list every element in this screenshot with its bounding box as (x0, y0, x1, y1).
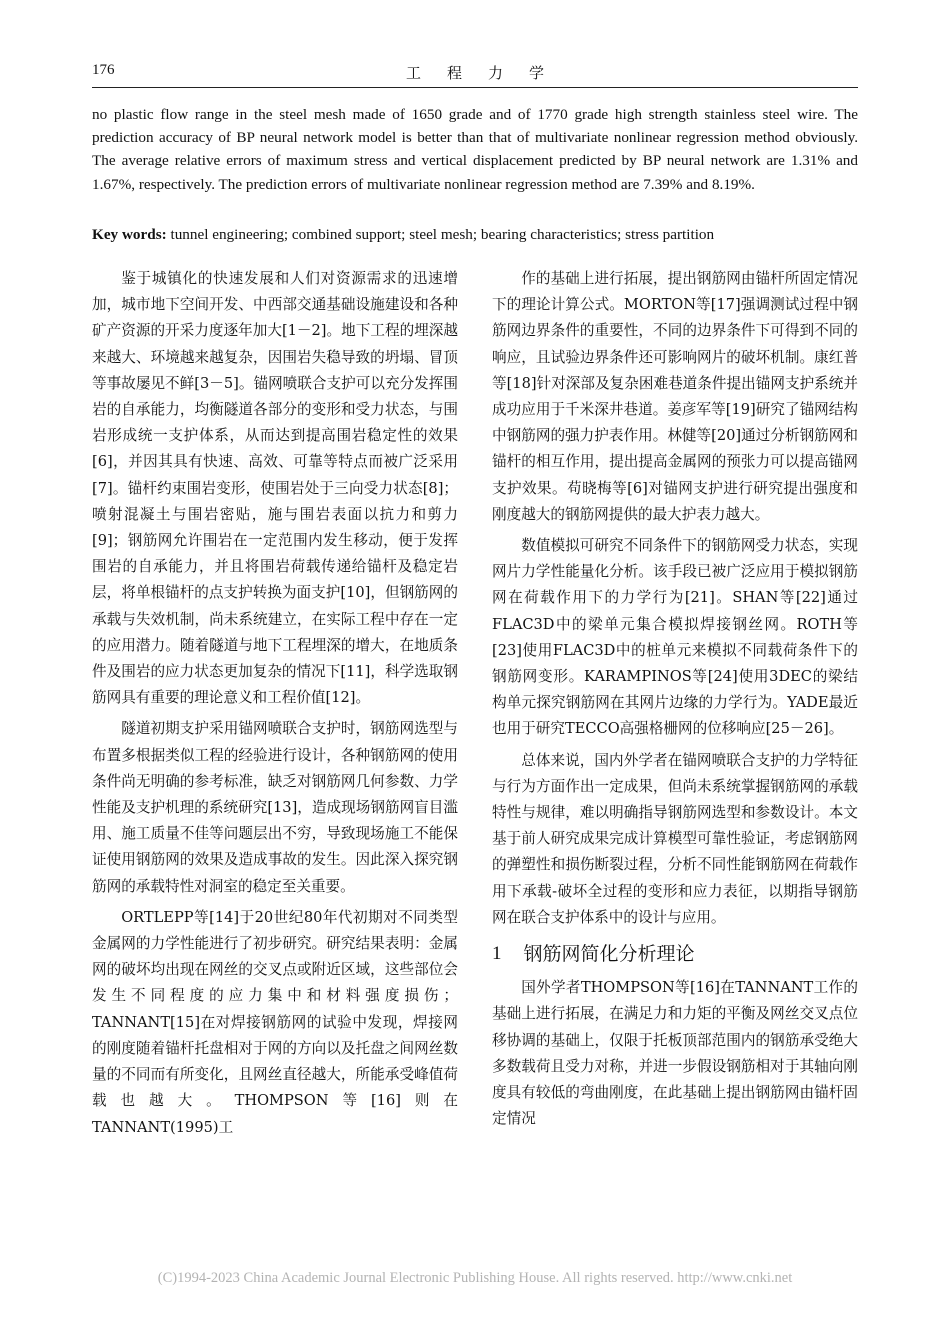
paragraph: 总体来说，国内外学者在锚网喷联合支护的力学特征与行为方面作出一定成果，但尚未系统掌握钢筋网的承载特性与规律，难以明确指导钢筋网选型和参数设计。本文基于前人研究成果完成计算模型可靠性验证，考虑钢筋网的弹塑性和损伤断裂过程，分析不同性能钢筋网在荷载作用下承载-破坏全过程的变形和应力表征，以期指导钢筋网在联合支护体系中的设计与应用。 (492, 751, 858, 926)
page-number: 176 (92, 62, 115, 78)
journal-title: 工程力学 (405, 64, 570, 82)
section-number: 1 (492, 943, 502, 965)
paragraph: 国外学者THOMPSON等[16]在TANNANT工作的基础上进行拓展，在满足力和力矩的平衡及网丝交叉点位移协调的基础上，仅限于托板顶部范围内的钢筋承受绝大多数载荷且受力对称，并进一步假设钢筋相对于其轴向刚度具有较低的弯曲刚度，在此基础上提出钢筋网由锚杆固定情况 (492, 979, 858, 1128)
keywords-text: tunnel engineering; combined support; steel mesh; bearing characteristics; stress partition (170, 226, 715, 243)
section-heading (492, 941, 858, 967)
page-header (92, 62, 858, 84)
paragraph: 隧道初期支护采用锚网喷联合支护时，钢筋网选型与布置多根据类似工程的经验进行设计，各种钢筋网的使用条件尚无明确的参考标准，缺乏对钢筋网几何参数、力学性能及支护机理的系统研究[13]，造成现场钢筋网盲目滥用、施工质量不佳等问题层出不穷，导致现场施工不能保证使用钢筋网的效果及造成事故的发生。因此深入探究钢筋网的承载特性对洞室的稳定至关重要。 (92, 720, 458, 895)
copyright-footer: (C)1994-2023 China Academic Journal Electronic Publishing House. All rights reserved. http://www.cnki.net (157, 1270, 793, 1286)
section-title: 钢筋网简化分析理论 (523, 943, 695, 966)
right-column (492, 266, 858, 1133)
left-column (92, 266, 458, 1141)
keywords (92, 226, 858, 244)
header-rule (92, 87, 858, 88)
keywords-label: Key words: (92, 226, 167, 243)
abstract-text: no plastic flow range in the steel mesh made of 1650 grade and of 1770 grade high strength stainless steel wire. The prediction accuracy of BP neural network model is better than that of multivariate nonlinear regression method obviously. The average relative errors of maximum stress and vertical displacement predicted by BP neural network are 1.31% and 1.67%, respectively. The prediction errors of multivariate nonlinear regression method are 7.39% and 8.19%. (92, 106, 858, 193)
paragraph: ORTLEPP等[14]于20世纪80年代初期对不同类型金属网的力学性能进行了初步研究。研究结果表明：金属网的破坏均出现在网丝的交叉点或附近区域，这些部位会发生不同程度的应力集中和材料强度损伤；TANNANT[15]在对焊接钢筋网的试验中发现，焊接网的刚度随着锚杆托盘相对于网的方向以及托盘之间网丝数量的不同而有所变化，且网丝直径越大，所能承受峰值荷载也越大。THOMPSON等[16]则在TANNANT(1995)工 (92, 908, 458, 1136)
paragraph: 鉴于城镇化的快速发展和人们对资源需求的迅速增加，城市地下空间开发、中西部交通基础设施建设和各种矿产资源的开采力度逐年加大[1－2]。地下工程的埋深越来越大、环境越来越复杂，因围岩失稳导致的坍塌、冒顶等事故屡见不鲜[3－5]。锚网喷联合支护可以充分发挥围岩的自承能力，均衡隧道各部分的变形和受力状态，与围岩形成统一支护体系，从而达到提高围岩稳定性的效果[6]，并因其具有快速、高效、可靠等特点而被广泛采用[7]。锚杆约束围岩变形，使围岩处于三向受力状态[8]；喷射混凝土与围岩密贴，施与围岩表面以抗力和剪力[9]；钢筋网允许围岩在一定范围内发生移动，便于发挥围岩的自承能力，并且将围岩荷载传递给锚杆及稳定岩层，将单根锚杆的点支护转换为面支护[10]，但钢筋网的承载与失效机制，尚未系统建立，在实际工程中存在一定的应用潜力。随着隧道与地下工程埋深的增大，在地质条件及围岩的应力状态更加复杂的情况下[11]，科学选取钢筋网具有重要的理论意义和工程价值[12]。 (92, 270, 458, 707)
paragraph: 数值模拟可研究不同条件下的钢筋网受力状态，实现网片力学性能量化分析。该手段已被广泛应用于模拟钢筋网在荷载作用下的力学行为[21]。SHAN等[22]通过FLAC3D中的梁单元集合模拟焊接钢丝网。ROTH等[23]使用FLAC3D中的桩单元来模拟不同载荷条件下的钢筋网变形。KARAMPINOS等[24]使用3DEC的梁结构单元探究钢筋网在其网片边缘的力学行为。YADE最近也用于研究TECCO高强格栅网的位移响应[25－26]。 (492, 537, 858, 738)
paragraph: 作的基础上进行拓展，提出钢筋网由锚杆所固定情况下的理论计算公式。MORTON等[17]强调测试过程中钢筋网边界条件的重要性，不同的边界条件下可得到不同的响应，且试验边界条件还可影响网片的破坏机制。康红普等[18]针对深部及复杂困难巷道条件提出锚网支护系统并成功应用于千米深井巷道。姜彦军等[19]研究了锚网结构中钢筋网的强力护表作用。林健等[20]通过分析钢筋网和锚杆的相互作用，提出提高金属网的预张力可以提高锚网支护效果。苟晓梅等[6]对锚网支护进行研究提出强度和刚度越大的钢筋网提供的最大护表力越大。 (492, 270, 858, 523)
